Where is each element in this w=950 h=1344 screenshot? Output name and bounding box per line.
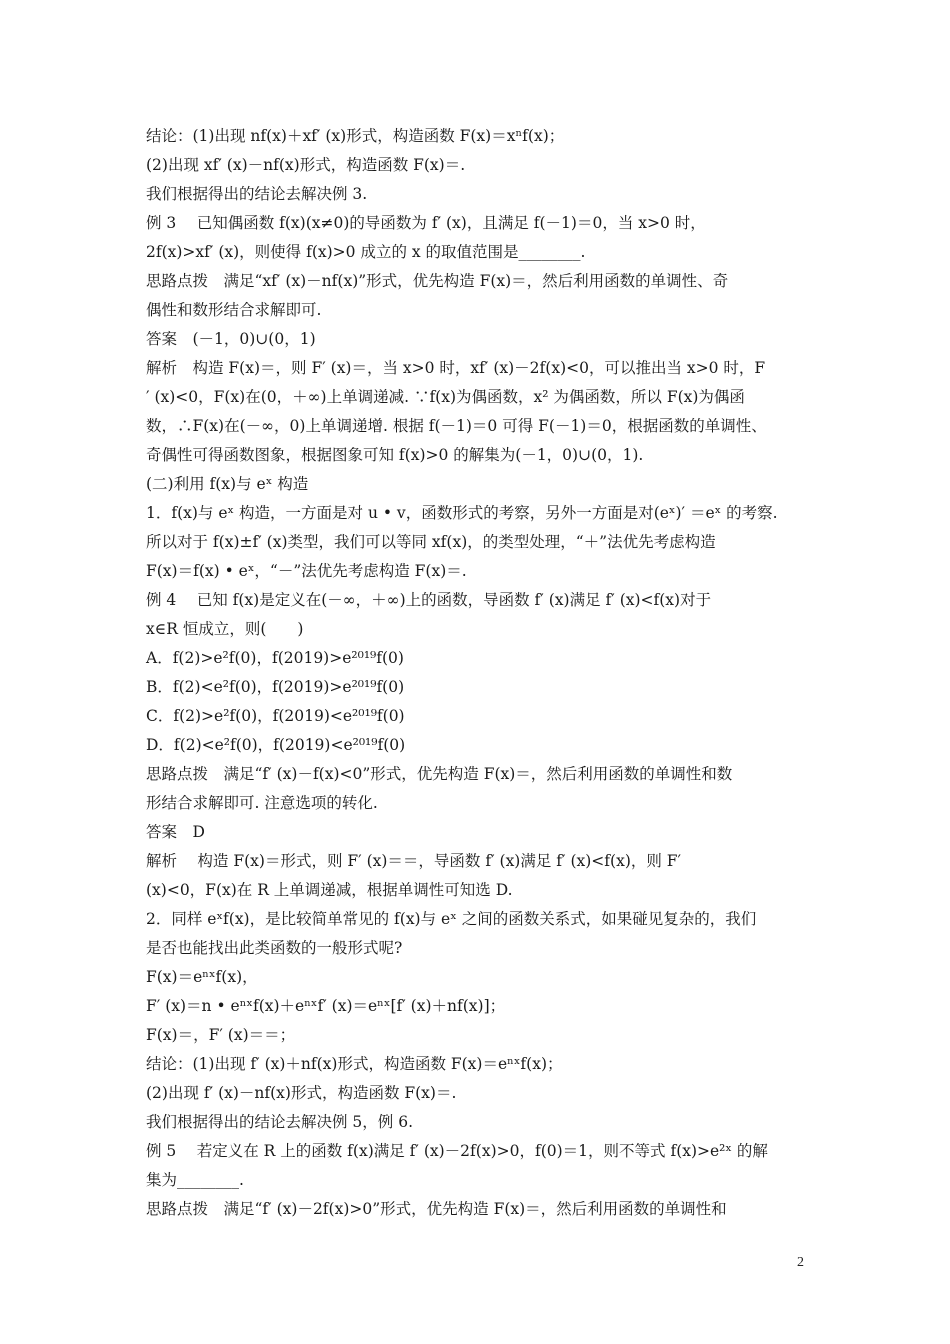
text-line: (x)<0，F(x)在 R 上单调递减，根据单调性可知选 D. xyxy=(146,881,513,899)
example-4-question: 例 4 已知 f(x)是定义在(－∞，＋∞)上的函数，导函数 f′ (x)满足 f′ (x)<f(x)对于 xyxy=(146,591,712,609)
option-d: D．f(2)<e²f(0)，f(2019)<e²⁰¹⁹f(0) xyxy=(146,736,406,754)
option-c: C．f(2)>e²f(0)，f(2019)<e²⁰¹⁹f(0) xyxy=(146,707,405,725)
hint-line: 思路点拨 满足“xf′ (x)－nf(x)”形式，优先构造 F(x)＝，然后利用函数的单调性、奇 xyxy=(146,272,729,290)
section-heading: (二)利用 f(x)与 eˣ 构造 xyxy=(146,475,309,493)
text-line: 奇偶性可得函数图象，根据图象可知 f(x)>0 的解集为(－1，0)∪(0，1). xyxy=(146,446,644,464)
answer-line: 答案 (－1，0)∪(0，1) xyxy=(146,330,316,348)
text-line: 结论：(1)出现 f′ (x)＋nf(x)形式，构造函数 F(x)＝eⁿˣf(x)； xyxy=(146,1055,563,1073)
analysis-line: 解析 构造 F(x)＝，则 F′ (x)＝，当 x>0 时，xf′ (x)－2f(x)<0，可以推出当 x>0 时，F xyxy=(146,359,766,377)
text-line: 我们根据得出的结论去解决例 5，例 6. xyxy=(146,1113,414,1131)
formula-line: F(x)＝eⁿˣf(x)， xyxy=(146,968,258,986)
text-line: 1．f(x)与 eˣ 构造，一方面是对 u • v，函数形式的考察，另外一方面是对(eˣ)′ ＝eˣ 的考察. xyxy=(146,504,778,522)
text-line: 偶性和数形结合求解即可. xyxy=(146,301,322,319)
text-line: x∈R 恒成立，则( ) xyxy=(146,620,304,638)
text-line: 是否也能找出此类函数的一般形式呢? xyxy=(146,939,403,957)
text-line: 所以对于 f(x)±f′ (x)类型，我们可以等同 xf(x)，的类型处理，“＋”法优先考虑构造 xyxy=(146,533,716,551)
analysis-line: 解析 构造 F(x)＝形式，则 F′ (x)＝＝，导函数 f′ (x)满足 f′ (x)<f(x)，则 F′ xyxy=(146,852,682,870)
formula-line: F(x)＝，F′ (x)＝＝； xyxy=(146,1026,296,1044)
example-3-question: 例 3 已知偶函数 f(x)(x≠0)的导函数为 f′ (x)，且满足 f(－1)＝0，当 x>0 时， xyxy=(146,214,706,232)
text-line: 2．同样 eˣf(x)，是比较简单常见的 f(x)与 eˣ 之间的函数关系式，如果碰见复杂的，我们 xyxy=(146,910,757,928)
page-number: 2 xyxy=(797,1255,804,1270)
hint-line: 思路点拨 满足“f′ (x)－2f(x)>0”形式，优先构造 F(x)＝，然后利用函数的单调性和 xyxy=(146,1200,727,1218)
text-line: F(x)＝f(x) • eˣ，“－”法优先考虑构造 F(x)＝. xyxy=(146,562,467,580)
text-line: 我们根据得出的结论去解决例 3. xyxy=(146,185,368,203)
text-line: ′ (x)<0，F(x)在(0，＋∞)上单调递减. ∵f(x)为偶函数，x² 为偶函数，所以 F(x)为偶函 xyxy=(146,388,745,406)
example-5-question: 例 5 若定义在 R 上的函数 f(x)满足 f′ (x)－2f(x)>0，f(0)＝1，则不等式 f(x)>e²ˣ 的解 xyxy=(146,1142,768,1160)
text-line: (2)出现 xf′ (x)－nf(x)形式，构造函数 F(x)＝. xyxy=(146,156,466,174)
text-line: 结论：(1)出现 nf(x)＋xf′ (x)形式，构造函数 F(x)＝xⁿf(x)； xyxy=(146,127,565,145)
option-a: A．f(2)>e²f(0)，f(2019)>e²⁰¹⁹f(0) xyxy=(146,649,404,667)
text-line: 2f(x)>xf′ (x)，则使得 f(x)>0 成立的 x 的取值范围是________. xyxy=(146,243,586,261)
text-line: 形结合求解即可. 注意选项的转化. xyxy=(146,794,378,812)
answer-line: 答案 D xyxy=(146,823,205,841)
text-line: (2)出现 f′ (x)－nf(x)形式，构造函数 F(x)＝. xyxy=(146,1084,457,1102)
hint-line: 思路点拨 满足“f′ (x)－f(x)<0”形式，优先构造 F(x)＝，然后利用函数的单调性和数 xyxy=(146,765,733,783)
page-body xyxy=(146,122,814,1224)
formula-line: F′ (x)＝n • eⁿˣf(x)＋eⁿˣf′ (x)＝eⁿˣ[f′ (x)＋nf(x)]； xyxy=(146,997,506,1015)
option-b: B．f(2)<e²f(0)，f(2019)>e²⁰¹⁹f(0) xyxy=(146,678,405,696)
text-line: 集为________. xyxy=(146,1171,244,1189)
text-line: 数，∴F(x)在(－∞，0)上单调递增. 根据 f(－1)＝0 可得 F(－1)＝0，根据函数的单调性、 xyxy=(146,417,767,435)
